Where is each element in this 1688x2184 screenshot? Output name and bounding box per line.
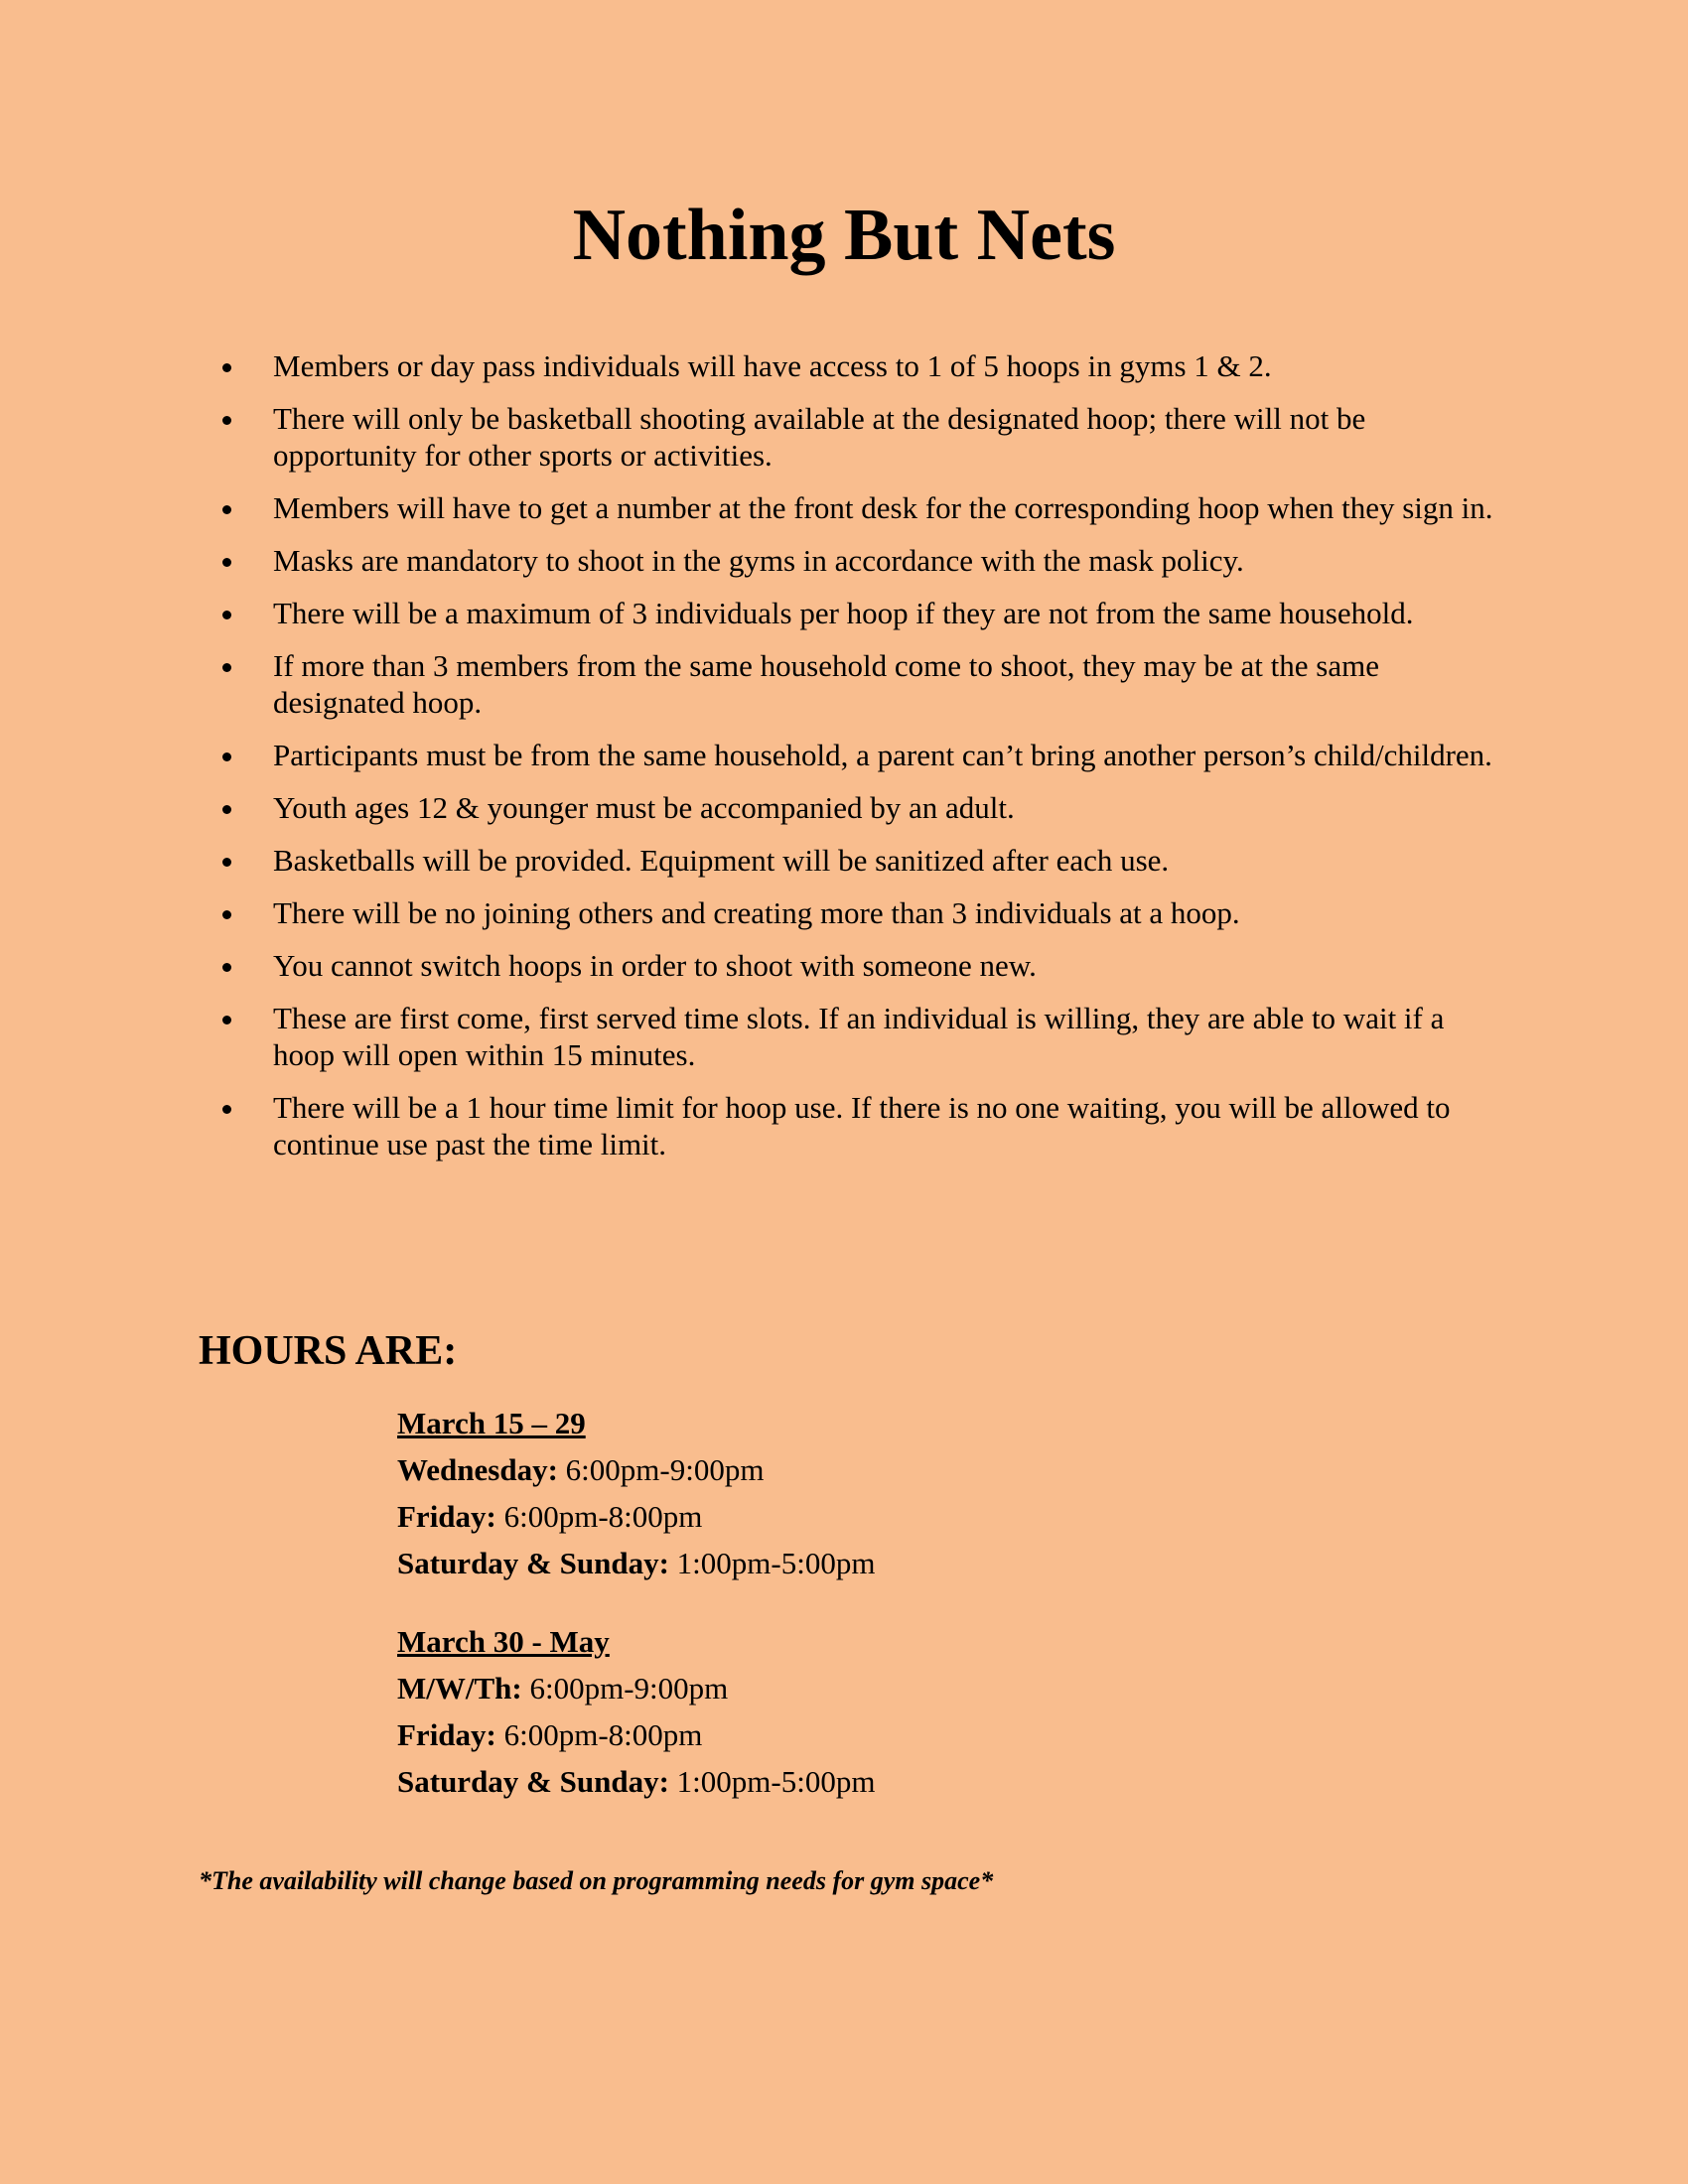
day-label: Wednesday: bbox=[397, 1452, 558, 1487]
rule-text: There will only be basketball shooting available at the designated hoop; there will not be opportunity for other sports or activities. bbox=[273, 401, 1366, 473]
date-range: March 30 - May bbox=[397, 1624, 610, 1659]
bullet-icon bbox=[222, 858, 231, 867]
time-range: 6:00pm-8:00pm bbox=[503, 1717, 703, 1752]
time-range: 6:00pm-9:00pm bbox=[565, 1452, 765, 1487]
day-label: Friday: bbox=[397, 1499, 496, 1534]
list-item bbox=[199, 347, 1499, 384]
availability-note: *The availability will change based on programming needs for gym space* bbox=[199, 1866, 994, 1895]
schedule-block bbox=[397, 1400, 1291, 1586]
page-title: Nothing But Nets bbox=[572, 195, 1116, 276]
list-item bbox=[199, 737, 1499, 773]
day-label: Saturday & Sunday: bbox=[397, 1764, 669, 1799]
hours-heading: HOURS ARE: bbox=[199, 1328, 458, 1374]
rule-text: Members will have to get a number at the front desk for the corresponding hoop when they sign in. bbox=[273, 490, 1493, 525]
list-item bbox=[199, 1000, 1499, 1073]
rule-text: Members or day pass individuals will have access to 1 of 5 hoops in gyms 1 & 2. bbox=[273, 348, 1272, 383]
bullet-icon bbox=[222, 663, 231, 672]
bullet-icon bbox=[222, 910, 231, 919]
schedule-block bbox=[397, 1618, 1291, 1805]
rule-text: Youth ages 12 & younger must be accompanied by an adult. bbox=[273, 790, 1015, 825]
rules-list bbox=[199, 347, 1499, 1178]
schedule-row bbox=[397, 1758, 1291, 1805]
day-label: Saturday & Sunday: bbox=[397, 1546, 669, 1580]
bullet-icon bbox=[222, 505, 231, 514]
rule-text: There will be a maximum of 3 individuals per hoop if they are not from the same household. bbox=[273, 596, 1414, 630]
list-item bbox=[199, 894, 1499, 931]
list-item bbox=[199, 842, 1499, 879]
date-range: March 15 – 29 bbox=[397, 1406, 586, 1440]
list-item bbox=[199, 947, 1499, 984]
time-range: 1:00pm-5:00pm bbox=[676, 1546, 876, 1580]
rule-text: There will be no joining others and creating more than 3 individuals at a hoop. bbox=[273, 895, 1240, 930]
schedule-row bbox=[397, 1446, 1291, 1493]
schedule-row bbox=[397, 1665, 1291, 1711]
bullet-icon bbox=[222, 1016, 231, 1024]
list-item bbox=[199, 789, 1499, 826]
bullet-icon bbox=[222, 611, 231, 619]
list-item bbox=[199, 647, 1499, 721]
bullet-icon bbox=[222, 1105, 231, 1114]
time-range: 6:00pm-9:00pm bbox=[529, 1671, 729, 1706]
bullet-icon bbox=[222, 363, 231, 372]
schedule-row bbox=[397, 1493, 1291, 1540]
day-label: Friday: bbox=[397, 1717, 496, 1752]
time-range: 1:00pm-5:00pm bbox=[676, 1764, 876, 1799]
rule-text: Basketballs will be provided. Equipment will be sanitized after each use. bbox=[273, 843, 1170, 878]
bullet-icon bbox=[222, 752, 231, 761]
rule-text: There will be a 1 hour time limit for hoop use. If there is no one waiting, you will be allowed to continue use past the time limit. bbox=[273, 1090, 1451, 1161]
list-item bbox=[199, 1089, 1499, 1162]
schedule-row bbox=[397, 1711, 1291, 1758]
rule-text: Masks are mandatory to shoot in the gyms in accordance with the mask policy. bbox=[273, 543, 1244, 578]
bullet-icon bbox=[222, 558, 231, 567]
bullet-icon bbox=[222, 416, 231, 425]
rule-text: These are first come, first served time slots. If an individual is willing, they are able to wait if a hoop will open within 15 minutes. bbox=[273, 1001, 1445, 1072]
list-item bbox=[199, 595, 1499, 631]
schedule-row bbox=[397, 1540, 1291, 1586]
rule-text: You cannot switch hoops in order to shoot with someone new. bbox=[273, 948, 1037, 983]
bullet-icon bbox=[222, 805, 231, 814]
list-item bbox=[199, 542, 1499, 579]
time-range: 6:00pm-8:00pm bbox=[503, 1499, 703, 1534]
rule-text: Participants must be from the same household, a parent can’t bring another person’s child/children. bbox=[273, 738, 1492, 772]
bullet-icon bbox=[222, 963, 231, 972]
list-item bbox=[199, 400, 1499, 474]
day-label: M/W/Th: bbox=[397, 1671, 522, 1706]
list-item bbox=[199, 489, 1499, 526]
rule-text: If more than 3 members from the same household come to shoot, they may be at the same designated hoop. bbox=[273, 648, 1379, 720]
